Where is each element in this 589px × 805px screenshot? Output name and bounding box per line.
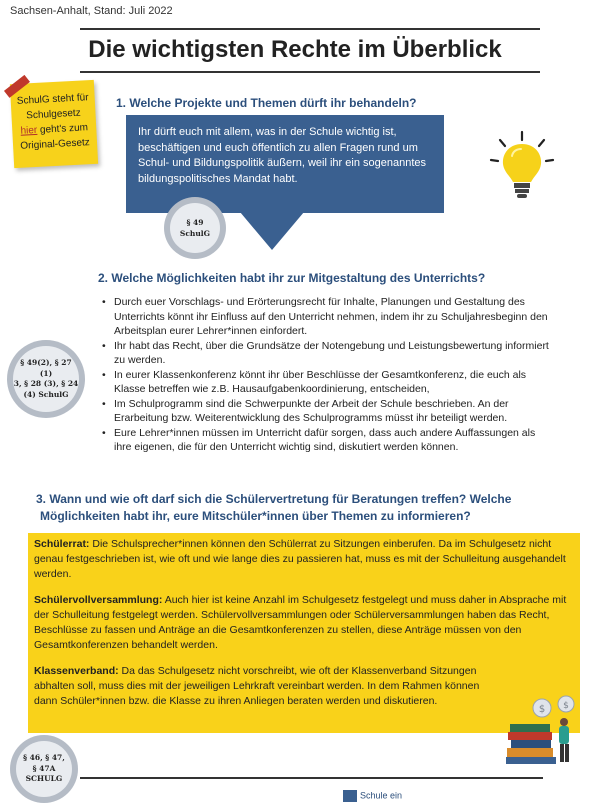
logo-icon — [343, 790, 357, 802]
section-2-heading: 2. Welche Möglichkeiten habt ihr zur Mitgestaltung des Unterrichts? — [98, 271, 486, 285]
badge-3-line-1: § 46, § 47, — [23, 753, 65, 763]
list-item: • Eure Lehrer*innen müssen im Unterricht dafür sorgen, dass auch andere Auffassungen als ihre eigenen, die für den Unterricht wichtig sind, diskutiert werden können. — [100, 426, 555, 455]
lightbulb-icon — [487, 128, 557, 208]
section-2-law-badge — [7, 340, 85, 418]
list-item: • Durch euer Vorschlags- und Erörterungsrecht für Inhalte, Planungen und Gestaltung des Unterrichts könnt ihr Einfluss auf den Unterricht nehmen, indem ihr zu Schuljahresbeginn den Arbeitsplan eurer Lehrer*innen einfordert. — [100, 295, 555, 339]
badge-3-line-2: § 47A — [32, 763, 56, 773]
sticky-note — [10, 80, 98, 168]
page-title: Die wichtigsten Rechte im Überblick — [88, 36, 502, 63]
header-note: Sachsen-Anhalt, Stand: Juli 2022 — [10, 5, 173, 17]
title-rule — [80, 71, 540, 73]
section-3-law-badge — [10, 735, 78, 803]
schuelervollversammlung-paragraph — [34, 593, 574, 653]
schuelerrat-term: Schülerrat: — [34, 538, 90, 550]
badge-1-line-1: § 49 — [186, 218, 204, 227]
section-1-speech-box — [126, 115, 444, 213]
section-1-box-text: Ihr dürft euch mit allem, was in der Schule wichtig ist, beschäftigen und euch öffentlich zu allen Fragen rund um Schul- und Bildungspolitik äußern, weil ihr ein sogenanntes bildungspolitisches Mandat habt. — [138, 126, 427, 185]
list-item: • Im Schulprogramm sind die Schwerpunkte der Arbeit der Schule beschrieben. An der Erarbeitung bzw. Weiterentwicklung des Schulprogramms müsst ihr beteiligt werden. — [100, 397, 555, 426]
section-3-yellow-box — [28, 533, 580, 733]
list-item: • Ihr habt das Recht, über die Grundsätze der Notengebung und Leistungsbewertung informiert zu werden. — [100, 339, 555, 368]
badge-1-line-2: SchulG — [179, 229, 211, 238]
books-and-money-illustration — [502, 694, 584, 766]
badge-2-line-3: (4) SchulG — [23, 389, 69, 399]
list-item: • In eurer Klassenkonferenz könnt ihr über Beschlüsse der Gesamtkonferenz, die euch als Klasse betreffen wie z.B. Hausaufgabenkoordinierung, entscheiden, — [100, 368, 555, 397]
section-1-heading: 1. Welche Projekte und Themen dürft ihr behandeln? — [116, 96, 417, 110]
klassenverband-term: Klassenverband: — [34, 665, 119, 677]
svg-text:$: $ — [563, 701, 569, 711]
svg-text:$: $ — [538, 704, 546, 715]
badge-2-line-2: 3, § 28 (3), § 24 — [13, 379, 79, 388]
schuelerrat-text: Die Schulsprecher*innen können den Schülerrat zu Sitzungen einberufen. Da im Schulgesetz nicht genau festgeschrieben ist, wie oft und wie lange dies zu passieren hat, muss es mit der Schulleitung ausgehandelt werden. — [34, 538, 566, 580]
badge-2-line-1: § 49(2), § 27 (1) — [20, 358, 72, 378]
sticky-line-1: SchulG steht für — [16, 92, 89, 107]
section-3-heading — [36, 491, 511, 525]
klassenverband-paragraph — [34, 664, 574, 709]
footer-logo — [343, 790, 402, 802]
speech-box-pointer — [240, 212, 304, 250]
section-1-law-badge — [164, 197, 226, 259]
footer-rule — [80, 777, 543, 779]
sticky-line-2: Schulgesetz — [26, 107, 81, 122]
section-2-bullet-list — [100, 295, 555, 455]
section-3-heading-line-1: 3. Wann und wie oft darf sich die Schülervertretung für Beratungen treffen? Welche — [36, 492, 512, 506]
schuelervollversammlung-text: Auch hier ist keine Anzahl im Schulgesetz festgelegt und muss daher in Absprache mit der Schulleitung festgelegt werden. Schülervollversammlungen oder Schülerversammlungen haben das Recht, Beschlüsse zu fassen und Anträge an die Gesamtkonferenzen zu stellen, diese Anträge müssen von den Gesamtkonferenzen behandelt werden. — [34, 594, 567, 651]
sticky-line-4: Original-Gesetz — [20, 137, 91, 152]
badge-3-line-3: SCHULG — [25, 774, 63, 784]
footer-logo-text: Schule ein — [360, 790, 403, 801]
klassenverband-text: Da das Schulgesetz nicht vorschreibt, wie oft der Klassenverband Sitzungen abhalten soll, muss dies mit der jeweiligen Lehrkraft vereinbart werden. In dem Rahmen können dann Schüler*innen bzw. die Klasse zu ihren Anliegen beraten werden und diskutieren. — [34, 665, 480, 707]
top-rule — [80, 28, 540, 30]
schuelerrat-paragraph — [34, 537, 574, 582]
sticky-line-3-text: geht's zum — [36, 122, 89, 136]
schuelervollversammlung-term: Schülervollversammlung: — [34, 594, 163, 606]
section-3-heading-line-2: Möglichkeiten habt ihr, eure Mitschüler*innen über Themen zu informieren? — [40, 509, 471, 523]
original-law-link[interactable]: hier — [20, 124, 38, 137]
